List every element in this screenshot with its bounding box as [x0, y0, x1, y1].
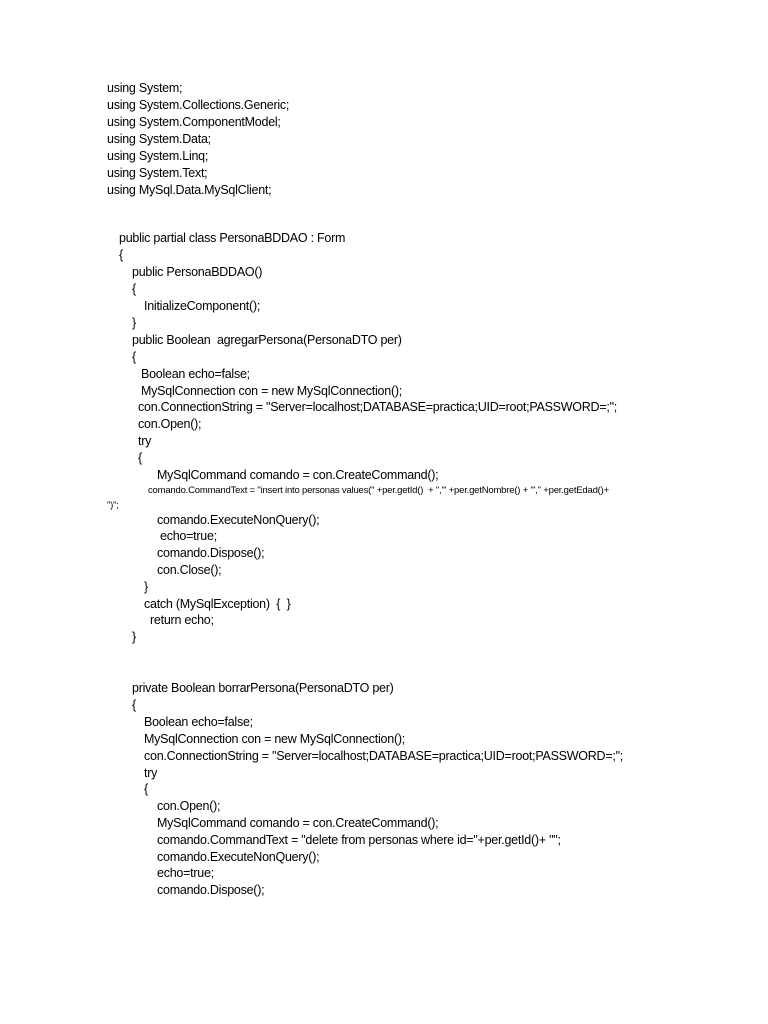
code-line: {: [119, 248, 123, 262]
code-line: {: [144, 782, 148, 796]
code-line: con.Open();: [138, 417, 202, 431]
code-line: {: [132, 350, 136, 364]
code-line: private Boolean borrarPersona(PersonaDTO per): [132, 681, 394, 695]
code-line: }: [132, 316, 136, 330]
code-line: comando.Dispose();: [157, 883, 265, 897]
code-line: }: [144, 580, 148, 594]
code-line: try: [144, 766, 158, 780]
code-line: using System.Data;: [107, 132, 211, 146]
code-line: catch (MySqlException) { }: [144, 597, 291, 611]
code-line: using System.Collections.Generic;: [107, 98, 290, 112]
code-line: comando.ExecuteNonQuery();: [157, 513, 320, 527]
code-line: comando.CommandText = "insert into personas values(" +per.getId() + ",'" +per.getNombre() + "'," +per.getEdad()+: [148, 485, 609, 496]
code-line: using MySql.Data.MySqlClient;: [107, 183, 272, 197]
code-line: using System.Linq;: [107, 149, 209, 163]
code-line: MySqlConnection con = new MySqlConnection();: [141, 384, 403, 398]
code-line: comando.ExecuteNonQuery();: [157, 850, 320, 864]
code-line: Boolean echo=false;: [144, 715, 253, 729]
code-line: {: [132, 282, 136, 296]
code-line: echo=true;: [157, 866, 214, 880]
code-line: con.Open();: [157, 799, 221, 813]
code-line: InitializeComponent();: [144, 299, 261, 313]
code-line: using System.Text;: [107, 166, 208, 180]
code-line: con.Close();: [157, 563, 222, 577]
code-line: MySqlCommand comando = con.CreateCommand();: [157, 816, 439, 830]
code-line: MySqlConnection con = new MySqlConnection();: [144, 732, 406, 746]
code-line: ")";: [107, 500, 119, 511]
code-line: using System;: [107, 81, 183, 95]
code-line: Boolean echo=false;: [141, 367, 250, 381]
code-line: con.ConnectionString = "Server=localhost;DATABASE=practica;UID=root;PASSWORD=;";: [144, 749, 624, 763]
code-line: return echo;: [150, 613, 214, 627]
code-line: public Boolean agregarPersona(PersonaDTO per): [132, 333, 402, 347]
code-line: public PersonaBDDAO(): [132, 265, 263, 279]
code-line: echo=true;: [160, 529, 217, 543]
code-line: comando.CommandText = "delete from personas where id="+per.getId()+ "";: [157, 833, 561, 847]
code-line: public partial class PersonaBDDAO : Form: [119, 231, 346, 245]
code-line: }: [132, 630, 136, 644]
code-line: {: [138, 451, 142, 465]
code-line: con.ConnectionString = "Server=localhost;DATABASE=practica;UID=root;PASSWORD=;";: [138, 400, 618, 414]
code-line: using System.ComponentModel;: [107, 115, 281, 129]
code-line: comando.Dispose();: [157, 546, 265, 560]
code-line: MySqlCommand comando = con.CreateCommand();: [157, 468, 439, 482]
code-line: try: [138, 434, 152, 448]
code-line: {: [132, 698, 136, 712]
